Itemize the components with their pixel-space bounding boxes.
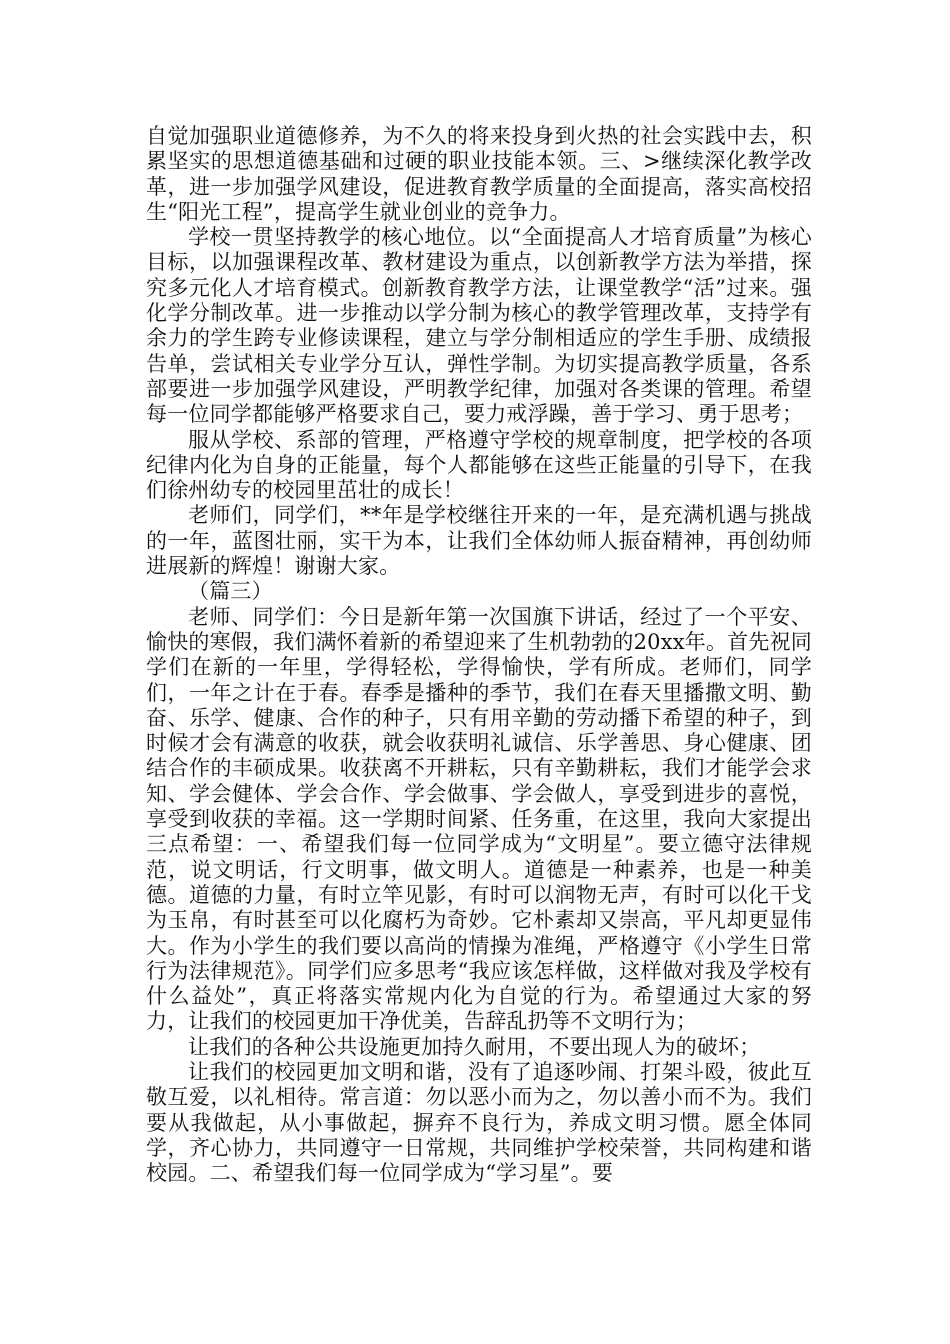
paragraph-6: 让我们的各种公共设施更加持久耐用，不要出现人为的破坏； [188,1034,761,1059]
section-heading: （篇三） [188,579,273,604]
paragraph-1: 自觉加强职业道德修养，为不久的将来投身到火热的社会实践中去，积累坚实的思想道德基础和过硬的职业技能本领。三、>继续深化教学改革，进一步加强学风建设，促进教育教学质量的全面提高，落实高校招生“阳光工程”，提高学生就业创业的竞争力。 [146,124,812,224]
paragraph-4: 老师们，同学们，**年是学校继往开来的一年，是充满机遇与挑战的一年，蓝图壮丽，实干为本，让我们全体幼师人振奋精神，再创幼师进展新的辉煌！谢谢大家。 [146,503,812,579]
document-body [146,124,812,1186]
paragraph-3: 服从学校、系部的管理，严格遵守学校的规章制度，把学校的各项纪律内化为自身的正能量，每个人都能够在这些正能量的引导下，在我们徐州幼专的校园里茁壮的成长！ [146,427,812,503]
paragraph-2: 学校一贯坚持教学的核心地位。以“全面提高人才培育质量”为核心目标，以加强课程改革、教材建设为重点，以创新教学方法为举措，探究多元化人才培育模式。创新教育教学方法，让课堂教学“活”过来。强化学分制改革。进一步推动以学分制为核心的教学管理改革，支持学有余力的学生跨专业修读课程，建立与学分制相适应的学生手册、成绩报告单，尝试相关专业学分互认，弹性学制。为切实提高教学质量，各系部要进一步加强学风建设，严明教学纪律，加强对各类课的管理。希望每一位同学都能够严格要求自己，要力戒浮躁，善于学习、勇于思考； [146,225,812,427]
paragraph-7: 让我们的校园更加文明和谐，没有了追逐吵闹、打架斗殴，彼此互敬互爱，以礼相待。常言道：勿以恶小而为之，勿以善小而不为。我们要从我做起，从小事做起，摒弃不良行为，养成文明习惯。愿全体同学，齐心协力，共同遵守一日常规，共同维护学校荣誉，共同构建和谐校园。二、希望我们每一位同学成为“学习星”。要 [146,1059,812,1186]
paragraph-5: 老师、同学们：今日是新年第一次国旗下讲话，经过了一个平安、愉快的寒假，我们满怀着新的希望迎来了生机勃勃的20xx年。首先祝同学们在新的一年里，学得轻松，学得愉快，学有所成。老师们，同学们，一年之计在于春。春季是播种的季节，我们在春天里播撒文明、勤奋、乐学、健康、合作的种子，只有用辛勤的劳动播下希望的种子，到时候才会有满意的收获，就会收获明礼诚信、乐学善思、身心健康、团结合作的丰硕成果。收获离不开耕耘，只有辛勤耕耘，我们才能学会求知、学会健体、学会合作、学会做事、学会做人，享受到进步的喜悦，享受到收获的幸福。这一学期时间紧、任务重，在这里，我向大家提出三点希望：一、希望我们每一位同学成为“文明星”。要立德守法律规范，说文明话，行文明事，做文明人。道德是一种素养，也是一种美德。道德的力量，有时立竿见影，有时可以润物无声，有时可以化干戈为玉帛，有时甚至可以化腐朽为奇妙。它朴素却又崇高，平凡却更显伟大。作为小学生的我们要以高尚的情操为准绳，严格遵守《小学生日常行为法律规范》。同学们应多思考“我应该怎样做，这样做对我及学校有什么益处”，真正将落实常规内化为自觉的行为。希望通过大家的努力，让我们的校园更加干净优美，告辞乱扔等不文明行为； [146,604,813,1034]
